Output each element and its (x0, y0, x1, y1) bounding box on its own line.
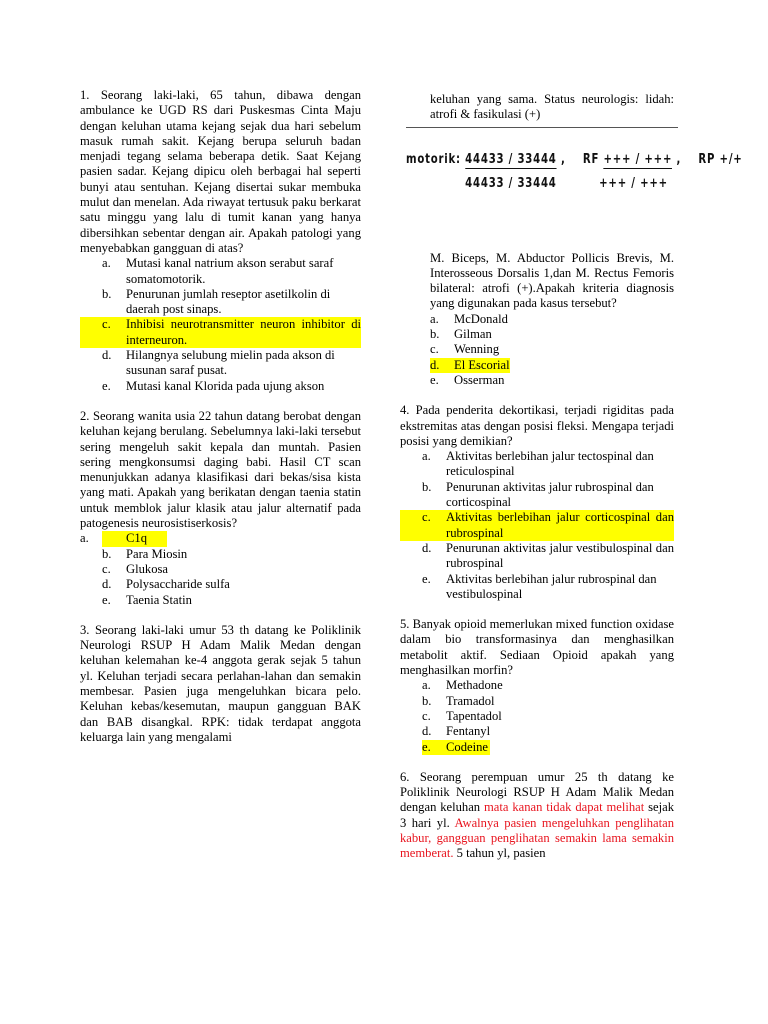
option-4d[interactable] (400, 541, 674, 572)
option-letter: e. (422, 739, 431, 754)
option-letter: a. (102, 256, 111, 271)
question-3-options (400, 312, 674, 388)
left-column (80, 88, 361, 760)
option-letter: b. (422, 479, 432, 494)
option-text: Aktivitas berlebihan jalur tectospinal dan reticulospinal (446, 449, 654, 479)
question-6-stem (400, 770, 674, 862)
option-3c[interactable] (400, 342, 674, 357)
option-text: Fentanyl (446, 724, 491, 739)
option-text: McDonald (454, 311, 508, 326)
option-letter: e. (102, 592, 111, 607)
question-1-options (80, 256, 361, 394)
option-text: Mutasi kanal Klorida pada ujung akson (126, 378, 325, 393)
option-letter: a. (422, 678, 431, 693)
question-2 (80, 409, 361, 608)
option-4b[interactable] (400, 480, 674, 511)
option-letter: c. (422, 708, 431, 723)
rp-label: RP +/+ (698, 151, 743, 167)
question-3 (80, 623, 361, 745)
option-text: Para Miosin (126, 546, 188, 561)
question-6 (400, 770, 674, 862)
option-1e[interactable] (80, 379, 361, 394)
option-5e[interactable] (400, 740, 674, 755)
option-letter: e. (430, 372, 439, 387)
question-5 (400, 617, 674, 755)
option-letter: a. (80, 531, 89, 546)
question-1 (80, 88, 361, 394)
option-letter: d. (430, 357, 440, 372)
motorik-row-2 (406, 176, 668, 191)
rf-values-upper: +++ / +++ (603, 151, 673, 167)
option-letter: e. (102, 378, 111, 393)
q6-red-text-2: Awalnya pasien mengeluhkan penglihatan kabur, gangguan penglihatan semakin lama semakin memberat. (400, 815, 674, 861)
option-text: Aktivitas berlebihan jalur rubrospinal dan vestibulospinal (446, 571, 657, 601)
option-text: Tramadol (446, 693, 495, 708)
option-letter: b. (102, 546, 112, 561)
option-text: Glukosa (126, 561, 168, 576)
option-text: Gilman (454, 327, 492, 342)
q6-red-text-1: mata kanan tidak dapat melihat (483, 800, 645, 815)
option-letter: d. (102, 577, 112, 592)
question-5-stem: 5. Banyak opioid memerlukan mixed function oxidase dalam bio transformasinya dan menghasilkan metabolit aktif. Sediaan Opioid apakah yang menghasilkan morfin? (400, 617, 674, 678)
option-text: Aktivitas berlebihan jalur corticospinal dan rubrospinal (446, 510, 674, 540)
option-text: Methadone (446, 678, 503, 693)
option-5a[interactable] (400, 678, 674, 693)
question-1-stem: 1. Seorang laki-laki, 65 tahun, dibawa dengan ambulance ke UGD RS dari Puskesmas Cinta Maju dengan keluhan utama kejang sejak dua hari sebelum masuk rumah sakit. Kejang berupa seluruh badan menjadi tegang selama beberapa detik. Saat Kejang pasien sadar. Kejang dipicu oleh berbagai hal seperti bunyi atau sentuhan. Kejang disertai sukar membuka mulut dan menelan. Ada riwayat tertusuk paku berkarat satu minggu yang lalu di tumit kanan yang hanya dibersihkan sebentar dengan air. Apakah patologi yang menyebabkan gangguan di atas? (80, 88, 361, 255)
option-letter: a. (430, 311, 439, 326)
question-4-options (400, 449, 674, 602)
option-text: Osserman (454, 372, 505, 387)
option-letter: c. (422, 510, 431, 525)
option-4a[interactable] (400, 449, 674, 480)
option-3a[interactable] (400, 312, 674, 327)
option-3d[interactable] (400, 358, 674, 373)
option-2b[interactable] (80, 547, 361, 562)
option-2a[interactable] (80, 531, 361, 546)
right-column (400, 92, 743, 877)
option-text: Tapentadol (446, 708, 502, 723)
question-2-options (80, 531, 361, 607)
option-letter: d. (102, 348, 112, 363)
option-text: C1q (126, 531, 147, 546)
motorik-values-lower: 44433 / 33444 (465, 175, 557, 191)
option-letter: b. (422, 693, 432, 708)
option-text: Codeine (446, 739, 488, 754)
option-2e[interactable] (80, 593, 361, 608)
option-text: El Escorial (454, 357, 510, 372)
option-letter: b. (430, 327, 440, 342)
option-3b[interactable] (400, 327, 674, 342)
option-text: Inhibisi neurotransmitter neuron inhibitor di interneuron. (126, 317, 361, 347)
question-3-stem: 3. Seorang laki-laki umur 53 th datang ke Poliklinik Neurologi RSUP H Adam Malik Medan dengan keluhan kelemahan ke-4 anggota gerak sejak 5 tahun yl. Keluhan terjadi secara perlahan-lahan dan semakin membesar. Pasien juga mengeluhkan bicara pelo. Keluhan kebas/kesemutan, maupun gangguan BAK dan BAB disangkal. RPK: tidak terdapat anggota keluarga lain yang mengalami (80, 622, 361, 744)
option-text: Wenning (454, 342, 500, 357)
option-1c[interactable] (80, 317, 361, 348)
rf-values-lower: +++ / +++ (599, 175, 668, 191)
question-4-stem: 4. Pada penderita dekortikasi, terjadi rigiditas pada ekstremitas atas dengan posisi fleksi. Mengapa terjadi posisi yang demikian? (400, 403, 674, 448)
option-letter: d. (422, 540, 432, 555)
option-5b[interactable] (400, 694, 674, 709)
question-3-continuation: keluhan yang sama. Status neurologis: lidah: atrofi & fasikulasi (+) (430, 92, 674, 122)
question-4 (400, 403, 674, 602)
option-1d[interactable] (80, 348, 361, 379)
option-letter: c. (102, 561, 111, 576)
question-2-stem: 2. Seorang wanita usia 22 tahun datang berobat dengan keluhan kejang berulang. Sebelumnya laki-laki tersebut sering mengeluh sakit kepala dan muntah. Pasien sering mengkonsumsi daging babi. Hasil CT scan menunjukkan adanya klasifikasi dari bekas/sisa kista yang mati. Apakah yang berikatan dengan taenia statin untuk memblok jalur klasik atau jalur alternatif pada patogenesis neurosistiserkosis? (80, 408, 361, 531)
motorik-row-1: motorik: 44433 / 33444 , RF +++ / +++ , RP +/+ (406, 151, 743, 167)
option-letter: d. (422, 724, 432, 739)
question-3-after-figure: M. Biceps, M. Abductor Pollicis Brevis, M. Interosseous Dorsalis 1,dan M. Rectus Femoris bilateral: atrofi (+).Apakah kriteria diagnosis yang digunakan pada kasus tersebut? (430, 250, 674, 311)
option-letter: c. (102, 317, 111, 332)
option-letter: e. (422, 571, 431, 586)
option-text: Mutasi kanal natrium akson serabut saraf somatomotorik. (126, 256, 334, 286)
option-5c[interactable] (400, 709, 674, 724)
q6-text-2: sejak 3 hari yl. (400, 800, 674, 830)
question-5-options (400, 678, 674, 754)
option-letter: c. (430, 342, 439, 357)
option-text: Taenia Statin (126, 592, 192, 607)
option-letter: a. (422, 449, 431, 464)
option-text: Hilangnya selubung mielin pada akson di susunan saraf pusat. (126, 348, 335, 378)
option-4c[interactable] (400, 510, 674, 541)
option-letter: b. (102, 286, 112, 301)
motorik-values-upper: 44433 / 33444 (465, 151, 557, 167)
option-2d[interactable] (80, 577, 361, 592)
q6-text-3: 5 tahun yl, pasien (453, 846, 546, 861)
option-1a[interactable] (80, 256, 361, 287)
option-5d[interactable] (400, 724, 674, 739)
option-4e[interactable] (400, 572, 674, 603)
motorik-label: motorik: (406, 151, 461, 167)
option-2c[interactable] (80, 562, 361, 577)
option-1b[interactable] (80, 287, 361, 318)
option-text: Penurunan aktivitas jalur vestibulospinal dan rubrospinal (446, 540, 674, 571)
q6-text-1: 6. Seorang perempuan umur 25 th datang ke Poliklinik Neurologi RSUP H Adam Malik Medan dengan keluhan (400, 769, 674, 815)
option-text: Polysaccharide sulfa (126, 577, 230, 592)
rf-label: RF (582, 151, 600, 167)
option-text: Penurunan jumlah reseptor asetilkolin di daerah post sinaps. (126, 286, 331, 317)
neuro-exam-image (406, 127, 743, 206)
option-3e[interactable] (400, 373, 674, 388)
option-text: Penurunan aktivitas jalur rubrospinal dan corticospinal (446, 479, 654, 510)
